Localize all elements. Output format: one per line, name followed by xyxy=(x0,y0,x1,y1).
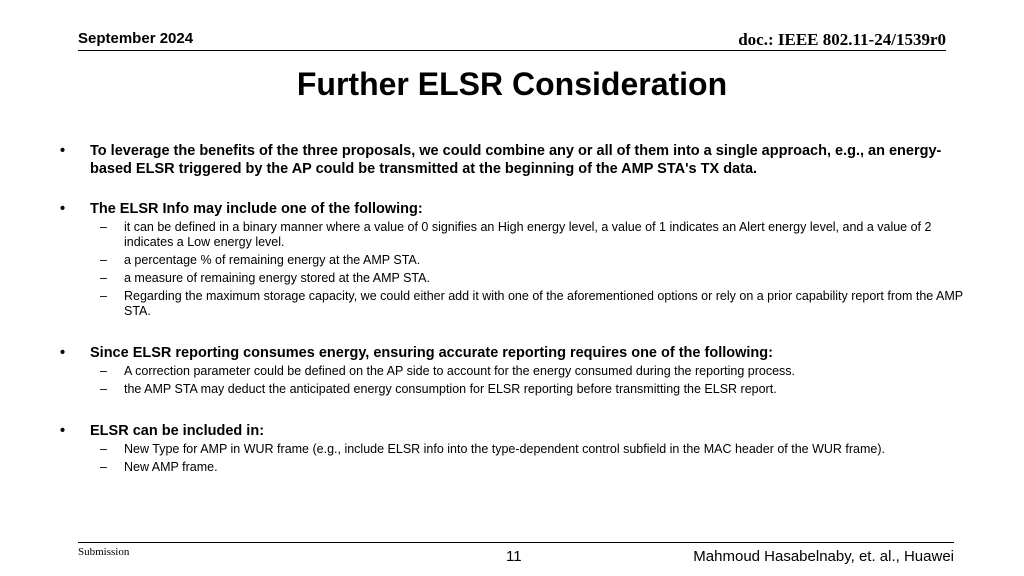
sub-item xyxy=(60,364,972,379)
sub-text: a percentage % of remaining energy at the AMP STA. xyxy=(124,253,421,267)
sub-list xyxy=(60,364,972,397)
dash-glyph: – xyxy=(100,220,107,234)
dash-glyph: – xyxy=(100,289,107,303)
dash-glyph: – xyxy=(100,442,107,456)
bullet-item xyxy=(60,422,972,440)
sub-item xyxy=(60,289,972,319)
footer-divider xyxy=(78,542,954,543)
sub-item xyxy=(60,220,972,250)
page-number: 11 xyxy=(506,548,522,565)
sub-item xyxy=(60,460,972,475)
dash-glyph: – xyxy=(100,271,107,285)
sub-item xyxy=(60,442,972,457)
sub-text: New Type for AMP in WUR frame (e.g., include ELSR info into the type-dependent control subfield in the MAC header of the WUR frame). xyxy=(124,442,886,456)
bullet-text: ELSR can be included in: xyxy=(90,423,265,439)
sub-text: Regarding the maximum storage capacity, we could either add it with one of the aforementioned options or rely on a prior capability report from the AMP STA. xyxy=(124,289,963,318)
sub-text: New AMP frame. xyxy=(124,460,218,474)
bullet-glyph: • xyxy=(60,143,66,159)
bullet-text: The ELSR Info may include one of the following: xyxy=(90,201,423,217)
bullet-glyph: • xyxy=(60,201,66,217)
bullet-item xyxy=(60,200,972,218)
header-divider xyxy=(78,50,946,51)
sub-text: the AMP STA may deduct the anticipated energy consumption for ELSR reporting before transmitting the ELSR report. xyxy=(124,382,777,396)
footer-submission: Submission xyxy=(78,546,130,558)
dash-glyph: – xyxy=(100,460,107,474)
sub-text: a measure of remaining energy stored at the AMP STA. xyxy=(124,271,430,285)
sub-item xyxy=(60,271,972,286)
bullet-item xyxy=(60,142,972,178)
dash-glyph: – xyxy=(100,382,107,396)
slide-title: Further ELSR Consideration xyxy=(296,66,728,102)
slide-content xyxy=(60,142,972,478)
bullet-text: To leverage the benefits of the three proposals, we could combine any or all of them into a single approach, e.g., an energy-based ELSR triggered by the AP could be transmitted at the beginning of the AMP STA's TX data. xyxy=(90,143,942,177)
sub-list xyxy=(60,220,972,319)
header-doc-number: doc.: IEEE 802.11-24/1539r0 xyxy=(738,30,946,49)
sub-item xyxy=(60,253,972,268)
dash-glyph: – xyxy=(100,253,107,267)
sub-list xyxy=(60,442,972,475)
header-date: September 2024 xyxy=(78,30,194,47)
bullet-item xyxy=(60,344,972,362)
sub-text: A correction parameter could be defined on the AP side to account for the energy consumed during the reporting process. xyxy=(124,364,796,378)
sub-item xyxy=(60,382,972,397)
sub-text: it can be defined in a binary manner where a value of 0 signifies an High energy level, a value of 1 indicates an Alert energy level, and a value of 2 indicates a Low energy level. xyxy=(124,220,932,249)
bullet-glyph: • xyxy=(60,345,66,361)
footer-author: Mahmoud Hasabelnaby, et. al., Huawei xyxy=(693,548,954,565)
bullet-text: Since ELSR reporting consumes energy, ensuring accurate reporting requires one of the following: xyxy=(90,345,773,361)
bullet-glyph: • xyxy=(60,423,66,439)
dash-glyph: – xyxy=(100,364,107,378)
